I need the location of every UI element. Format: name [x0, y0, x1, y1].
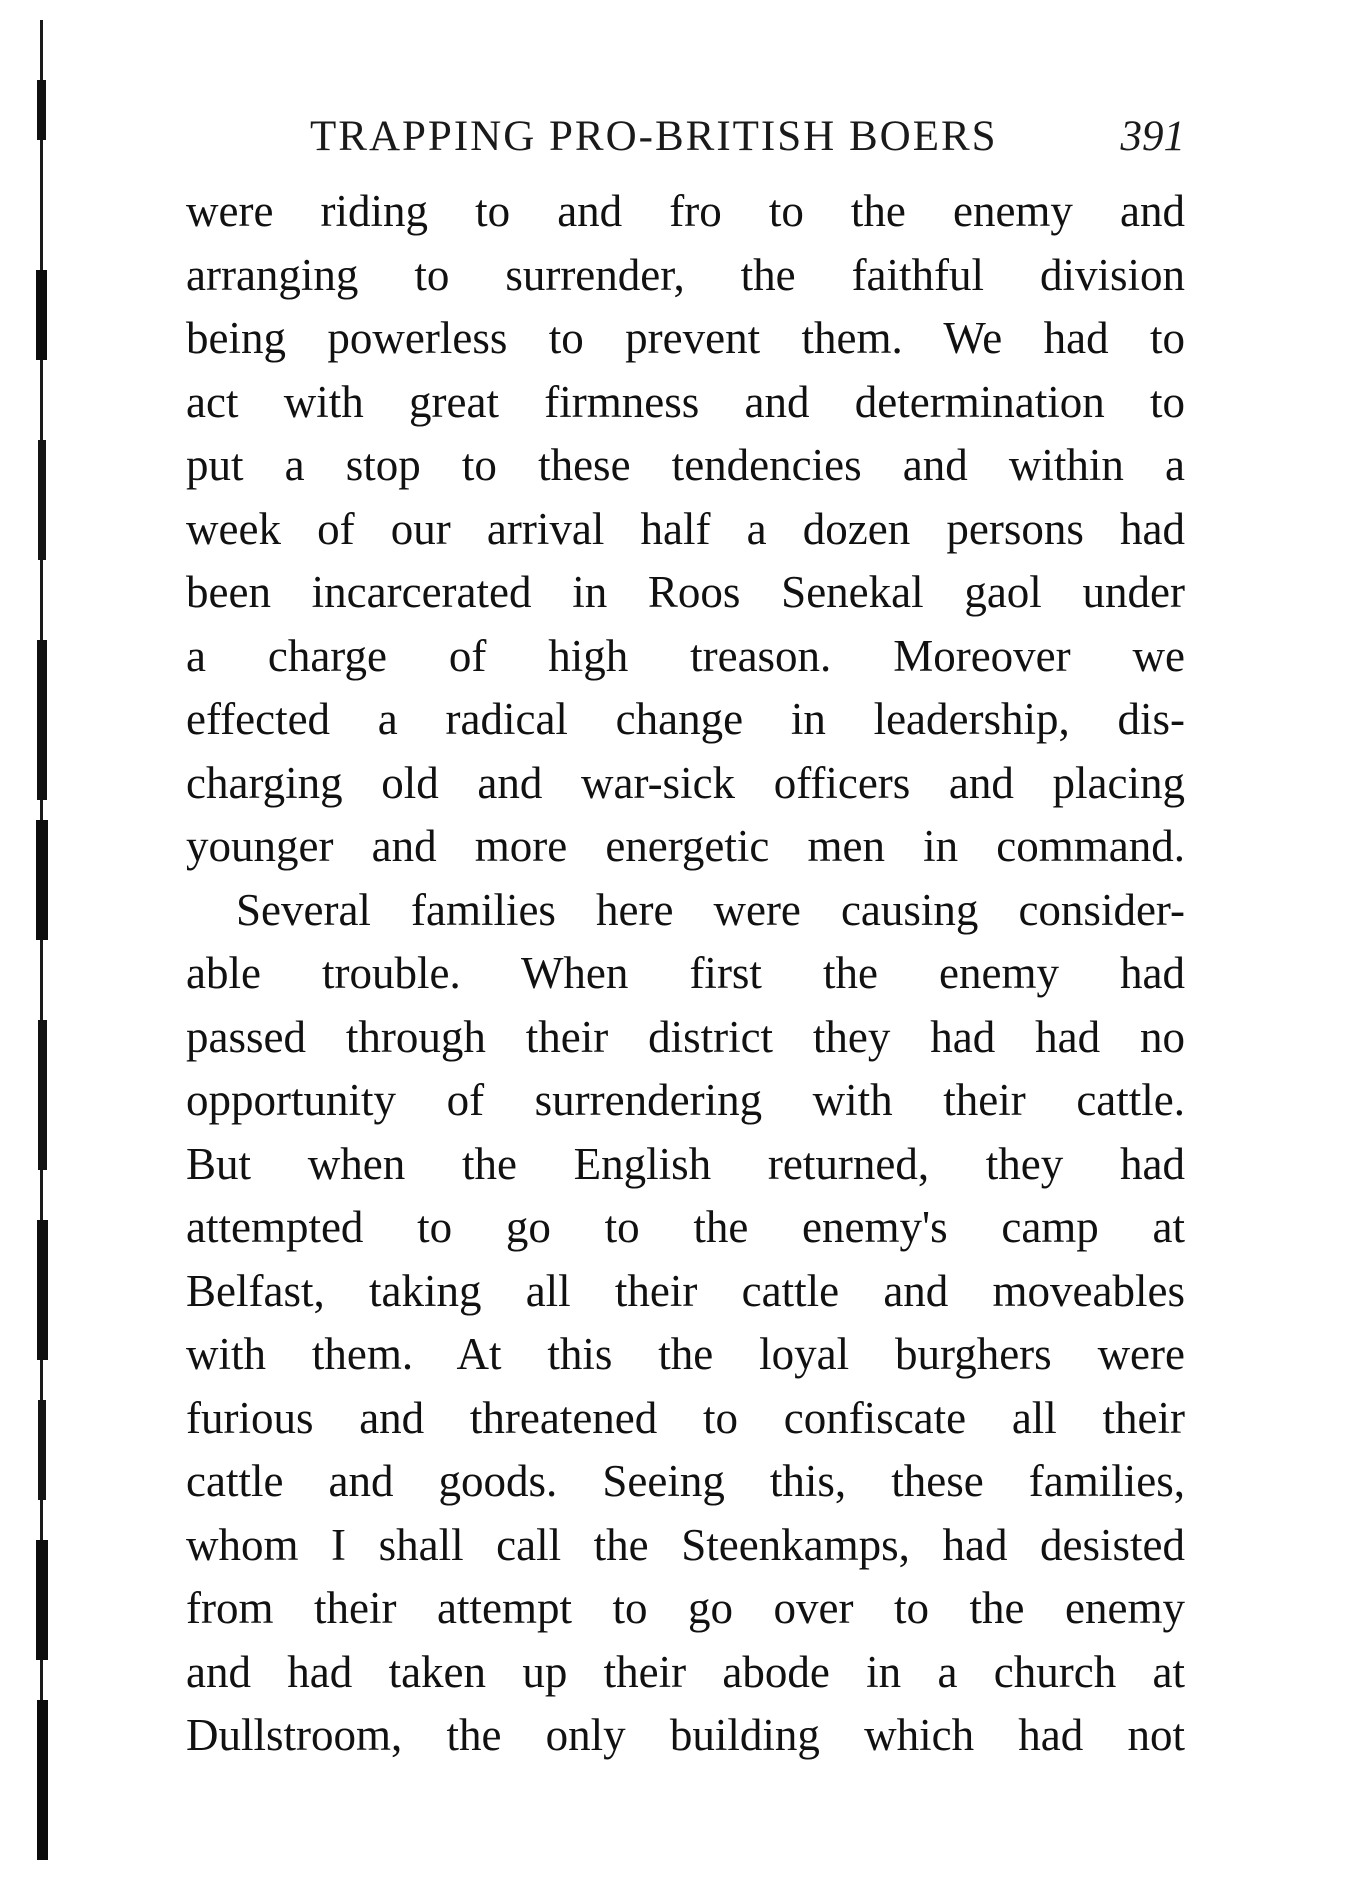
text-line: week of our arrival half a dozen persons had [186, 503, 1185, 554]
text-line: with them. At this the loyal burghers were [186, 1329, 1185, 1379]
text-line: Belfast, taking all their cattle and moveables [186, 1265, 1185, 1316]
text-line: opportunity of surrendering with their cattle. [186, 1075, 1185, 1125]
text-line: were riding to and fro to the enemy and [186, 186, 1185, 236]
text-line: Dullstroom, the only building which had not [186, 1710, 1185, 1760]
text-line: put a stop to these tendencies and within a [186, 440, 1185, 490]
text-line: attempted to go to the enemy's camp at [186, 1202, 1185, 1252]
text-line: been incarcerated in Roos Senekal gaol under [186, 567, 1185, 617]
body-text [186, 180, 1185, 1768]
text-line: act with great firmness and determination to [186, 376, 1185, 427]
running-head [310, 108, 1185, 172]
paragraph-1 [186, 180, 1185, 879]
text-line: arranging to surrender, the faithful division [186, 249, 1185, 300]
text-line: But when the English returned, they had [186, 1138, 1185, 1189]
text-line: from their attempt to go over to the enemy [186, 1583, 1185, 1633]
text-line: Several families here were causing consider- [236, 884, 1185, 935]
text-line: a charge of high treason. Moreover we [186, 630, 1185, 681]
text-line: effected a radical change in leadership, dis- [186, 694, 1185, 744]
text-line: being powerless to prevent them. We had to [186, 313, 1185, 363]
text-line: younger and more energetic men in command. [186, 821, 1185, 871]
text-line: able trouble. When first the enemy had [186, 948, 1185, 998]
running-title: TRAPPING PRO-BRITISH BOERS [310, 113, 998, 160]
text-line: whom I shall call the Steenkamps, had desisted [186, 1519, 1185, 1570]
binding-edge-shadow [34, 20, 50, 1860]
text-line: passed through their district they had had no [186, 1011, 1185, 1062]
text-line: and had taken up their abode in a church at [186, 1646, 1185, 1697]
text-line: cattle and goods. Seeing this, these families, [186, 1456, 1185, 1506]
page-binding-edge [34, 20, 50, 1860]
page-number: 391 [1120, 113, 1185, 160]
paragraph-2 [186, 879, 1185, 1768]
text-line: charging old and war-sick officers and placing [186, 757, 1185, 808]
text-line: furious and threatened to confiscate all their [186, 1392, 1185, 1443]
